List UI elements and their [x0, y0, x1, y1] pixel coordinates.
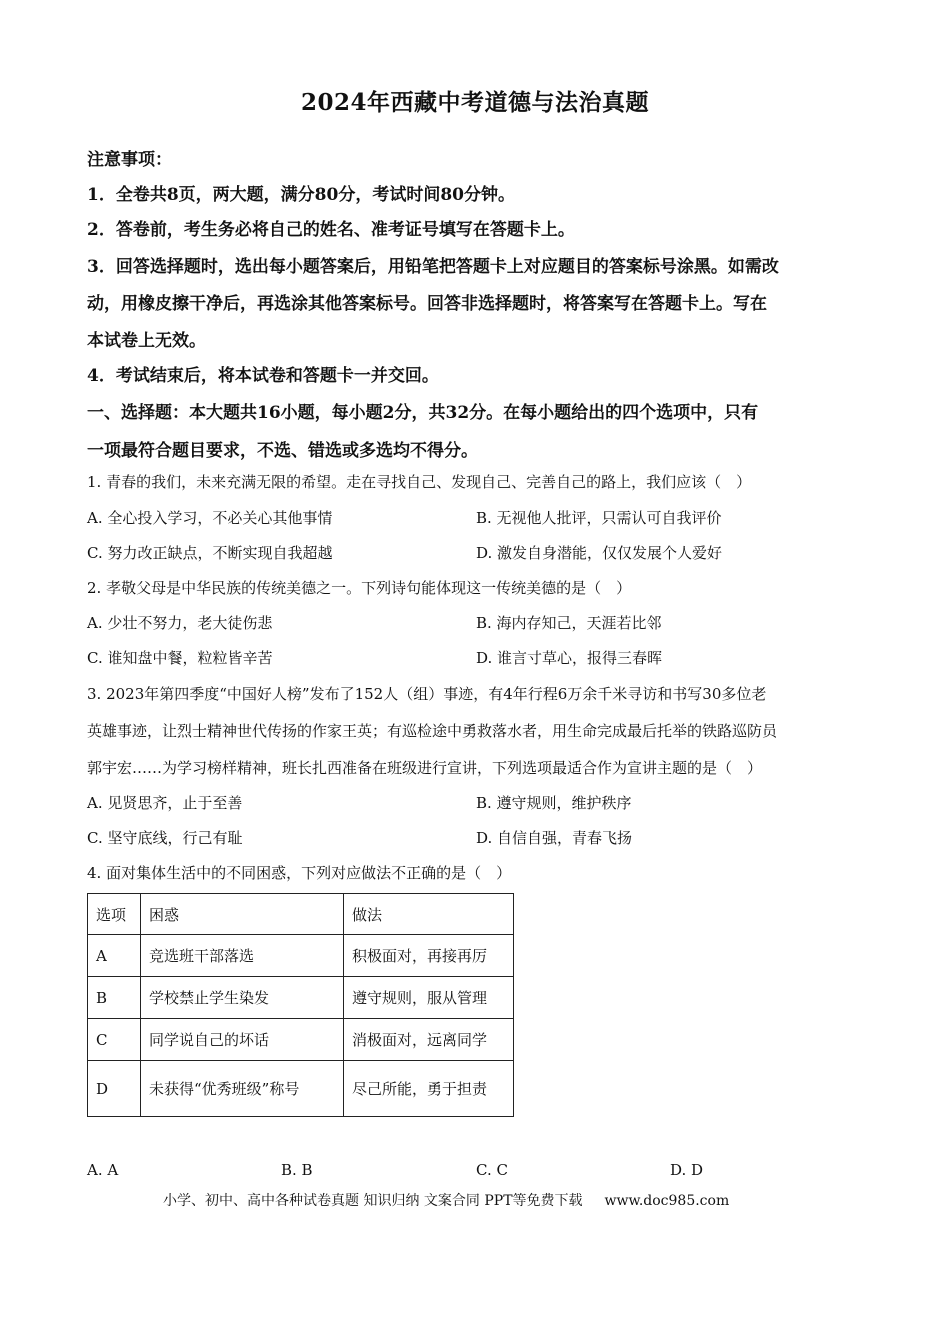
question-2-option-c: C. 谁知盘中餐，粒粒皆辛苦 [87, 649, 273, 667]
table-cell: D [88, 1061, 141, 1117]
section-heading-line: 一、选择题：本大题共16小题，每小题2分，共32分。在每小题给出的四个选项中，只有 [87, 403, 759, 423]
table-cell: 同学说自己的坏话 [141, 1019, 344, 1061]
question-4-stem: 4. 面对集体生活中的不同困惑，下列对应做法不正确的是（ ） [87, 864, 512, 882]
question-1-option-b: B. 无视他人批评，只需认可自我评价 [476, 509, 722, 527]
question-1-option-a: A. 全心投入学习，不必关心其他事情 [87, 509, 333, 527]
question-3-option-d: D. 自信自强，青春飞扬 [476, 829, 633, 847]
notice-line: 4．考试结束后，将本试卷和答题卡一并交回。 [87, 366, 439, 386]
question-3-option-c: C. 坚守底线，行己有耻 [87, 829, 243, 847]
notice-line: 本试卷上无效。 [87, 331, 206, 351]
question-3-stem: 郭宇宏……为学习榜样精神，班长扎西准备在班级进行宣讲，下列选项最适合作为宣讲主题的是（ ） [87, 759, 763, 777]
table-header-cell: 做法 [344, 894, 514, 935]
question-4-option-b: B. B [281, 1161, 313, 1179]
question-2-option-d: D. 谁言寸草心，报得三春晖 [476, 649, 663, 667]
question-3-stem: 英雄事迹，让烈士精神世代传扬的作家王英；有巡检途中勇救落水者，用生命完成最后托举的铁路巡防员 [87, 722, 778, 740]
table-header-cell: 选项 [88, 894, 141, 935]
table-row [88, 935, 514, 977]
question-2-option-a: A. 少壮不努力，老大徒伤悲 [87, 614, 273, 632]
footer-url-link[interactable]: www.doc985.com [604, 1193, 730, 1209]
table-header-row [88, 894, 514, 935]
table-cell: 未获得“优秀班级”称号 [141, 1061, 344, 1117]
question-3-option-a: A. 见贤思齐，止于至善 [87, 794, 243, 812]
table-cell: C [88, 1019, 141, 1061]
notice-line: 1．全卷共8页，两大题，满分80分，考试时间80分钟。 [87, 185, 515, 205]
footer-text: 小学、初中、高中各种试卷真题 知识归纳 文案合同 PPT等免费下载 [163, 1193, 583, 1209]
notice-heading: 注意事项： [87, 150, 172, 170]
table-cell: 竞选班干部落选 [141, 935, 344, 977]
page-title: 2024年西藏中考道德与法治真题 [300, 89, 649, 116]
notice-line: 2．答卷前，考生务必将自己的姓名、准考证号填写在答题卡上。 [87, 220, 575, 240]
table-cell: 尽己所能，勇于担责 [344, 1061, 514, 1117]
table-row [88, 1061, 514, 1117]
question-3-option-b: B. 遵守规则，维护秩序 [476, 794, 632, 812]
table-cell: 遵守规则，服从管理 [344, 977, 514, 1019]
table-cell: 消极面对，远离同学 [344, 1019, 514, 1061]
question-4-option-d: D. D [670, 1161, 704, 1179]
question-4-option-c: C. C [476, 1161, 508, 1179]
table-cell: B [88, 977, 141, 1019]
question-4-table [87, 893, 514, 1117]
table-cell: 积极面对，再接再厉 [344, 935, 514, 977]
table-row [88, 977, 514, 1019]
table-cell: 学校禁止学生染发 [141, 977, 344, 1019]
notice-line: 3．回答选择题时，选出每小题答案后，用铅笔把答题卡上对应题目的答案标号涂黑。如需改 [87, 257, 779, 277]
question-2-option-b: B. 海内存知己，天涯若比邻 [476, 614, 662, 632]
section-heading-line: 一项最符合题目要求，不选、错选或多选均不得分。 [87, 441, 478, 461]
table-cell: A [88, 935, 141, 977]
table-row [88, 1019, 514, 1061]
question-4-option-a: A. A [87, 1161, 119, 1179]
question-1-option-c: C. 努力改正缺点，不断实现自我超越 [87, 544, 333, 562]
page-footer [163, 1190, 729, 1210]
question-3-stem: 3. 2023年第四季度“中国好人榜”发布了152人（组）事迹，有4年行程6万余千米寻访和书写30多位老 [87, 685, 767, 703]
question-1-stem: 1. 青春的我们，未来充满无限的希望。走在寻找自己、发现自己、完善自己的路上，我们应该（ ） [87, 473, 752, 491]
notice-line: 动，用橡皮擦干净后，再选涂其他答案标号。回答非选择题时，将答案写在答题卡上。写在 [87, 294, 767, 314]
question-2-stem: 2. 孝敬父母是中华民族的传统美德之一。下列诗句能体现这一传统美德的是（ ） [87, 579, 632, 597]
table-header-cell: 困惑 [141, 894, 344, 935]
question-1-option-d: D. 激发自身潜能，仅仅发展个人爱好 [476, 544, 723, 562]
